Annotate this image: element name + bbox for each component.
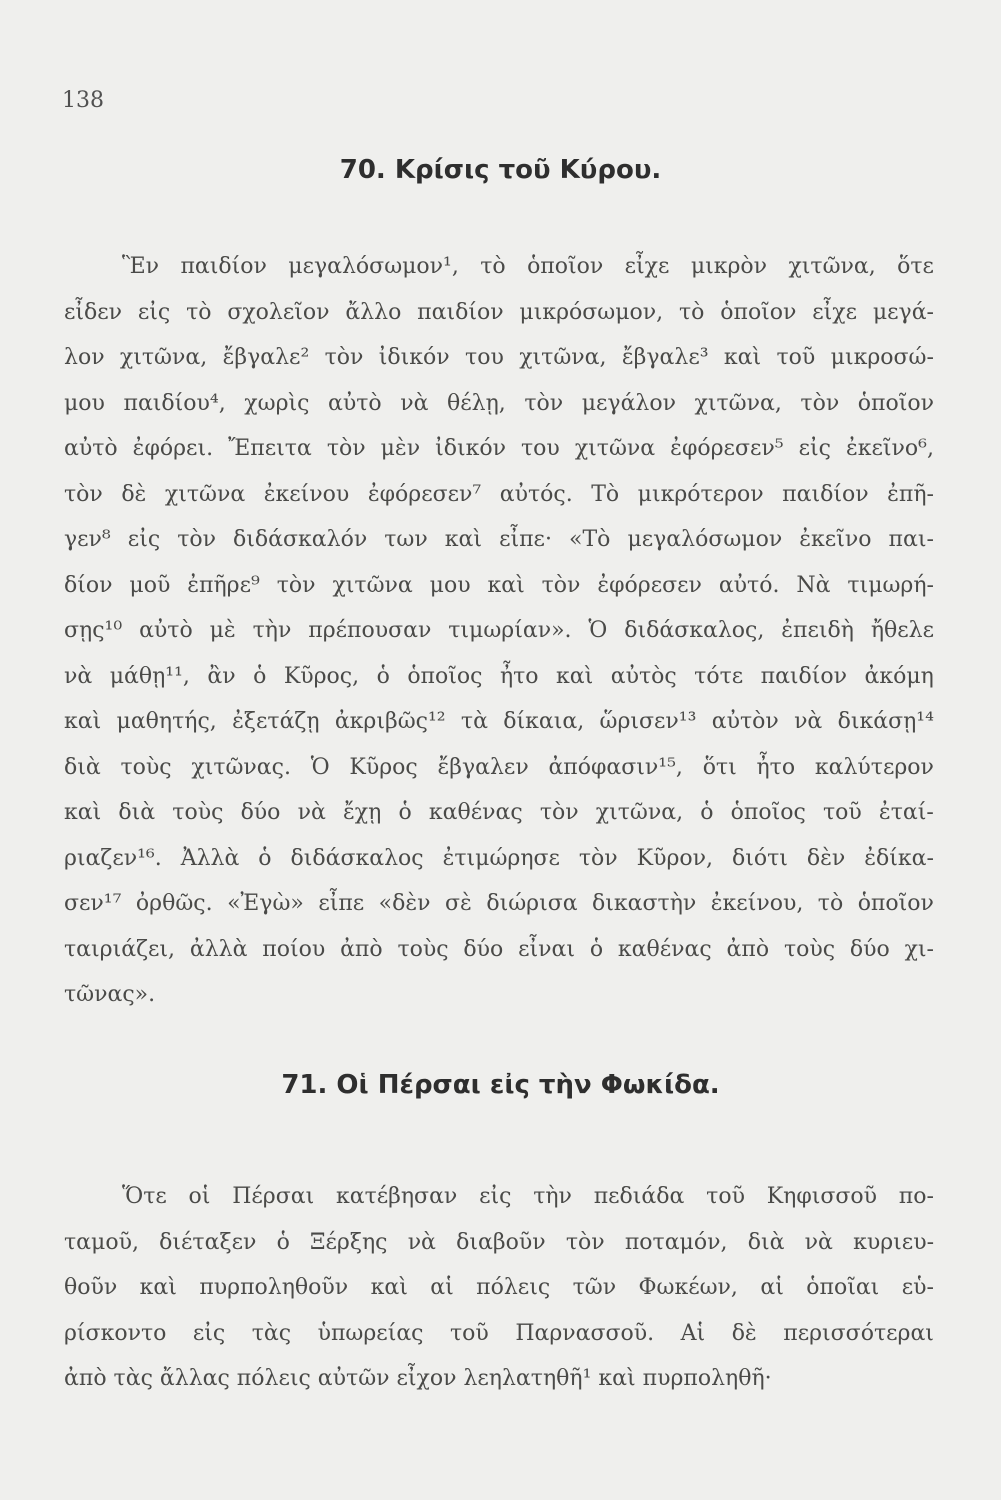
- text-line: σῃς¹⁰ αὐτὸ μὲ τὴν πρέπουσαν τιμωρίαν». Ὁ διδάσκαλος, ἐπειδὴ ἤθελε: [64, 618, 934, 643]
- text-line: καὶ μαθητής, ἐξετάζῃ ἀκριβῶς¹² τὰ δίκαια, ὥρισεν¹³ αὐτὸν νὰ δικάσῃ¹⁴: [64, 709, 934, 734]
- text-line: Ἓν παιδίον μεγαλόσωμον¹, τὸ ὁποῖον εἶχε μικρὸν χιτῶνα, ὅτε: [122, 254, 934, 279]
- text-line: τὸν δὲ χιτῶνα ἐκείνου ἐφόρεσεν⁷ αὐτός. Τὸ μικρότερον παιδίον ἐπῆ-: [64, 481, 934, 507]
- text-line: ταιριάζει, ἀλλὰ ποίου ἀπὸ τοὺς δύο εἶναι ὁ καθένας ἀπὸ τοὺς δύο χι-: [64, 936, 934, 962]
- text-line: ἀπὸ τὰς ἄλλας πόλεις αὐτῶν εἶχον λεηλατηθῆ¹ καὶ πυρποληθῆ·: [64, 1366, 772, 1391]
- text-line: γεν⁸ εἰς τὸν διδάσκαλόν των καὶ εἶπε· «Τὸ μεγαλόσωμον ἐκεῖνο παι-: [64, 527, 934, 552]
- page-number: 138: [62, 88, 104, 113]
- text-line: εἶδεν εἰς τὸ σχολεῖον ἄλλο παιδίον μικρόσωμον, τὸ ὁποῖον εἶχε μεγά-: [64, 299, 934, 325]
- text-line: τῶνας».: [64, 982, 156, 1007]
- text-line: μου παιδίου⁴, χωρὶς αὐτὸ νὰ θέλῃ, τὸν μεγάλον χιτῶνα, τὸν ὁποῖον: [64, 390, 934, 416]
- text-line: θοῦν καὶ πυρποληθοῦν καὶ αἱ πόλεις τῶν Φωκέων, αἱ ὁποῖαι εὑ-: [64, 1275, 934, 1300]
- text-line: Ὅτε οἱ Πέρσαι κατέβησαν εἰς τὴν πεδιάδα τοῦ Κηφισσοῦ πο-: [122, 1184, 934, 1209]
- text-line: σεν¹⁷ ὀρθῶς. «Ἐγὼ» εἶπε «δὲν σὲ διώρισα δικαστὴν ἐκείνου, τὸ ὁποῖον: [64, 891, 934, 916]
- text-line: καὶ διὰ τοὺς δύο νὰ ἔχῃ ὁ καθένας τὸν χιτῶνα, ὁ ὁποῖος τοῦ ἐταί-: [64, 800, 934, 825]
- text-line: δίον μοῦ ἐπῆρε⁹ τὸν χιτῶνα μου καὶ τὸν ἐφόρεσεν αὐτό. Νὰ τιμωρή-: [64, 572, 934, 598]
- text-line: νὰ μάθῃ¹¹, ἂν ὁ Κῦρος, ὁ ὁποῖος ἦτο καὶ αὐτὸς τότε παιδίον ἀκόμη: [64, 663, 934, 689]
- text-line: ρίσκοντο εἰς τὰς ὑπωρείας τοῦ Παρνασσοῦ. Αἱ δὲ περισσότεραι: [64, 1320, 934, 1346]
- text-line: ταμοῦ, διέταξεν ὁ Ξέρξης νὰ διαβοῦν τὸν ποταμόν, διὰ νὰ κυριευ-: [64, 1229, 934, 1255]
- section-70-title: 70. Κρίσις τοῦ Κύρου.: [339, 155, 662, 185]
- text-line: διὰ τοὺς χιτῶνας. Ὁ Κῦρος ἔβγαλεν ἀπόφασιν¹⁵, ὅτι ἦτο καλύτερον: [64, 754, 934, 780]
- section-71-title: 71. Οἱ Πέρσαι εἰς τὴν Φωκίδα.: [281, 1070, 720, 1100]
- text-line: αὐτὸ ἐφόρει. Ἔπειτα τὸν μὲν ἰδικόν του χιτῶνα ἐφόρεσεν⁵ εἰς ἐκεῖνο⁶,: [64, 436, 934, 461]
- section-70-paragraph: [64, 254, 934, 1028]
- section-71-paragraph: [64, 1184, 934, 1412]
- text-line: ριαζεν¹⁶. Ἀλλὰ ὁ διδάσκαλος ἐτιμώρησε τὸν Κῦρον, διότι δὲν ἐδίκα-: [64, 845, 934, 871]
- text-line: λον χιτῶνα, ἔβγαλε² τὸν ἰδικόν του χιτῶνα, ἔβγαλε³ καὶ τοῦ μικροσώ-: [64, 345, 934, 370]
